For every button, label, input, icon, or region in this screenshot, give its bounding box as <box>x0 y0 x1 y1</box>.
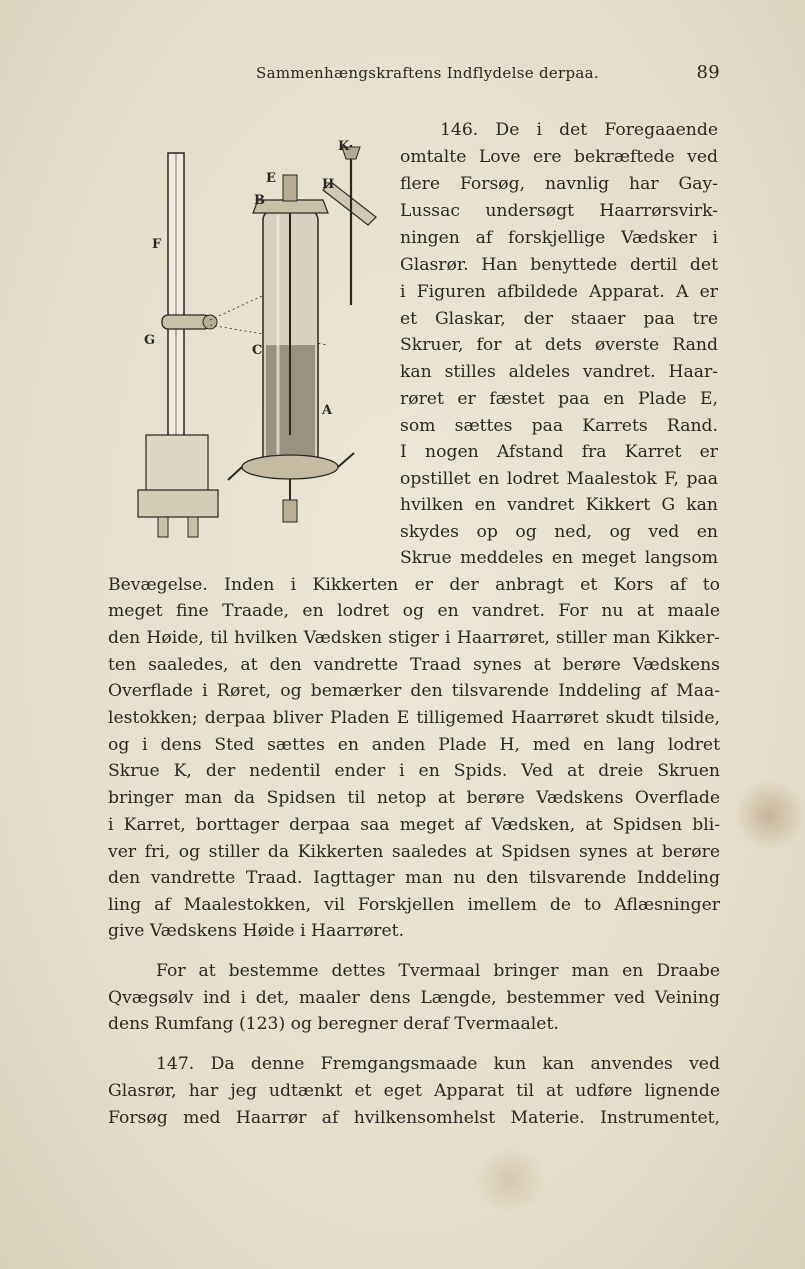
text-line: bringer man da Spidsen til netop at berøre Vædskens Overflade <box>108 788 720 808</box>
figure-label-k: K <box>338 139 350 154</box>
text-line: give Vædskens Høide i Haarrøret. <box>108 921 405 941</box>
text-line: Overflade i Røret, og bemærker den tilsvarende Inddeling af Maa- <box>108 681 720 701</box>
page-number: 89 <box>696 62 720 83</box>
text-line: Glasrør. Han benyttede dertil det <box>400 255 718 275</box>
text-line: skydes op og ned, og ved en <box>400 522 718 542</box>
text-line: 147. Da denne Fremgangsmaade kun kan anvendes ved <box>156 1054 720 1074</box>
running-title: Sammenhængskraftens Indflydelse derpaa. <box>256 64 599 82</box>
text-line: den Høide, til hvilken Vædsken stiger i Haarrøret, stiller man Kikker- <box>108 628 720 648</box>
apparatus-figure <box>118 135 390 555</box>
text-line: ling af Maalestokken, vil Forskjellen imellem de to Aflæsninger <box>108 895 720 915</box>
figure-label-a: A <box>322 403 333 418</box>
text-line: Skrue K, der nedentil ender i en Spids. Ved at dreie Skruen <box>108 761 720 781</box>
figure-label-b: B <box>254 193 265 208</box>
text-line: røret er fæstet paa en Plade E, <box>400 389 718 409</box>
text-line: Lussac undersøgt Haarrørsvirk- <box>400 201 718 221</box>
text-line: og i dens Sted sættes en anden Plade H, med en lang lodret <box>108 735 720 755</box>
page-header <box>108 62 720 88</box>
text-line: hvilken en vandret Kikkert G kan <box>400 495 718 515</box>
text-line: Glasrør, har jeg udtænkt et eget Apparat til at udføre lignende <box>108 1081 720 1101</box>
text-line: 146. De i det Foregaaende <box>440 120 718 140</box>
text-line: omtalte Love ere bekræftede ved <box>400 147 718 167</box>
text-line: flere Forsøg, navnlig har Gay- <box>400 174 718 194</box>
text-line: den vandrette Traad. Iagttager man nu den tilsvarende Inddeling <box>108 868 720 888</box>
text-line: Skrue meddeles en meget langsom <box>400 548 718 568</box>
text-line: et Glaskar, der staaer paa tre <box>400 309 718 329</box>
text-line: ningen af forskjellige Vædsker i <box>400 228 718 248</box>
figure-label-e: E <box>266 171 276 186</box>
text-line: Skruer, for at dets øverste Rand <box>400 335 718 355</box>
text-line: i Figuren afbildede Apparat. A er <box>400 282 718 302</box>
text-line: ten saaledes, at den vandrette Traad synes at berøre Vædskens <box>108 655 720 675</box>
text-line: opstillet en lodret Maalestok F, paa <box>400 469 718 489</box>
figure-label-f: F <box>152 237 162 252</box>
figure-label-h: H <box>322 177 335 192</box>
text-line: ver fri, og stiller da Kikkerten saaledes at Spidsen synes at berøre <box>108 842 720 862</box>
text-line: Qvægsølv ind i det, maaler dens Længde, bestemmer ved Veining <box>108 988 720 1008</box>
figure-label-g: G <box>144 333 156 348</box>
paper-stain <box>470 1150 550 1210</box>
paper-stain <box>735 780 805 850</box>
text-line: i Karret, borttager derpaa saa meget af Vædsken, at Spidsen bli- <box>108 815 720 835</box>
text-line: For at bestemme dettes Tvermaal bringer man en Draabe <box>156 961 720 981</box>
figure-label-c: C <box>252 343 263 358</box>
text-line: meget fine Traade, en lodret og en vandret. For nu at maale <box>108 601 720 621</box>
text-line: Bevægelse. Inden i Kikkerten er der anbragt et Kors af to <box>108 575 720 595</box>
text-line: I nogen Afstand fra Karret er <box>400 442 718 462</box>
text-line: dens Rumfang (123) og beregner deraf Tvermaalet. <box>108 1014 559 1034</box>
text-line: lestokken; derpaa bliver Pladen E tilligemed Haarrøret skudt tilside, <box>108 708 720 728</box>
text-line: Forsøg med Haarrør af hvilkensomhelst Materie. Instrumentet, <box>108 1108 720 1128</box>
text-line: kan stilles aldeles vandret. Haar- <box>400 362 718 382</box>
text-line: som sættes paa Karrets Rand. <box>400 416 718 436</box>
